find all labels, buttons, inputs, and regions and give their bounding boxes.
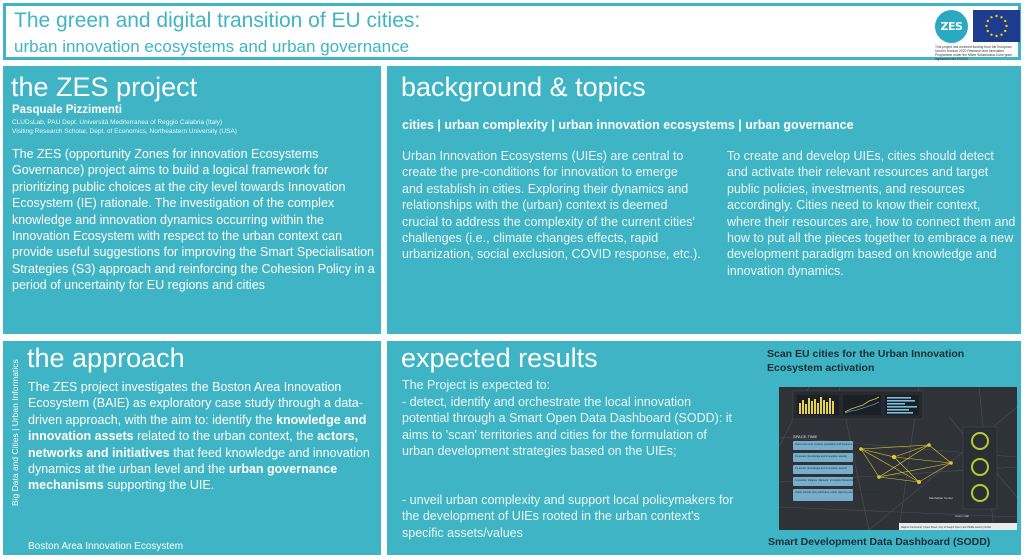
approach-body-part-1: The ZES project investigates the Boston Area Innovation Ecosystem (BAIE) as exploratory case study through a data-driven approach, with the aim to: identify the (28, 380, 363, 427)
approach-body-part-3: that feed knowledge and innovation dynamics at the urban level and the (28, 445, 370, 477)
affiliation-1: CLUDsLab, PAU Dept. Università Mediterranea of Reggio Calabria (Italy) (12, 119, 223, 126)
poster-header (3, 3, 1021, 60)
expected-item-2: - unveil urban complexity and support local policymakers for the development of UIEs rooted in the urban context's specific assets/values (402, 493, 734, 540)
zes-project-heading: the ZES project (11, 72, 198, 102)
topics-list: cities | urban complexity | urban innovation ecosystems | urban governance (402, 118, 854, 132)
expected-intro: The Project is expected to: (402, 378, 550, 392)
expected-results-heading: expected results (401, 343, 598, 373)
background-column-2: To create and develop UIEs, cities should detect and activate their relevant resources and target public policies, investments, and resources accordingly. Cities need to know their context, where their resources are, how to connect them and how to put all the pieces together to embrace a new development paradigm based on knowledge and innovation dynamics. (727, 149, 1016, 278)
approach-footnote: Boston Area Innovation Ecosystem (28, 541, 184, 552)
zes-logo-text: ZES (940, 20, 963, 33)
poster-subtitle: urban innovation ecosystems and urban governance (14, 37, 410, 56)
dashboard-caption-top: Scan EU cities for the Urban Innovation Ecosystem activation (767, 348, 965, 374)
affiliation-2: Visiting Research Scholar, Dept. of Economics, Northeastern University (USA) (12, 128, 237, 135)
approach-body (28, 379, 380, 494)
background-column-1: Urban Innovation Ecosystems (UIEs) are central to create the pre-conditions for innovation to emerge and establish in cities. Exploring their dynamics and relationships with the (urban) context is deemed crucial to address the complexity of the current cities' challenges (i.e., climate changes effects, rapid urbanization, social exclusion, COVID response, etc.). (402, 149, 701, 262)
approach-highlight-3: urban governance mechanisms (28, 462, 338, 493)
poster-title: The green and digital transition of EU cities: (14, 9, 421, 32)
approach-panel (3, 341, 381, 555)
funding-note: This project has received funding from the European Union's Horizon 2020 Research and Innovation Programme under the Marie Sklodowska-Curie grant agreement No 101012 (935, 45, 1013, 61)
approach-highlight-2: actors, networks and initiatives (28, 429, 359, 460)
dashboard-menu-item-3: KL assets (knowledge and innovation assets) (795, 467, 847, 470)
dashboard-sidebar-title: SPACE-TIME (793, 434, 818, 439)
dashboard-menu-item-5: Urban policies (Key Attributes, urban planning and economic development) (795, 491, 881, 494)
approach-body-part-4: supporting the UIE. (103, 478, 215, 493)
approach-heading: the approach (27, 343, 185, 373)
eu-flag-icon (973, 10, 1020, 42)
background-topics-panel (387, 66, 1021, 334)
background-heading: background & topics (401, 72, 646, 102)
zes-logo (935, 10, 968, 43)
dashboard-map-label-2: Manhattan Center (929, 496, 954, 500)
approach-body-part-2: related to the urban context, the (133, 429, 318, 444)
dashboard-attribution: Mapbox Community | Open Street | City of Guelph Open | Esri HERE Garmin | NASA (901, 526, 992, 529)
dashboard-map-label: Union Hall (955, 514, 969, 518)
approach-highlight-1: knowledge and innovation assets (28, 412, 367, 444)
dashboard-menu-item-4: Innovation Initiative (Network, Innovation Networking) (795, 479, 857, 482)
author-name: Pasquale Pizzimenti (12, 104, 122, 116)
expected-item-1: - detect, identify and orchestrate the local innovation potential through a Smart Open Data Dashboard (SODD): it aims to 'scan' territories and cities for the formulation of urban development strategies based on the UIEs; (402, 395, 733, 459)
approach-side-label: Big Data and Cities | Urban Informatics (10, 359, 20, 506)
dashboard-menu-item-1: Socio-economic context, population and business structure (795, 443, 863, 446)
zes-project-panel (3, 66, 381, 334)
dashboard-caption-bottom: Smart Development Data Dashboard (SODD) (768, 536, 991, 548)
dashboard-menu-item-2: KL assets (knowledge and innovation assets) (795, 455, 847, 458)
sodd-dashboard-image (779, 387, 1017, 530)
zes-project-body: The ZES (opportunity Zones for innovation Ecosystems Governance) project aims to build a logical framework for prioritizing public choices at the city level towards Innovation Ecosystem (IE) rationale. The investigation of the complex knowledge and innovation dynamics occurring within the Innovation Ecosystem with respect to the urban context can provide useful suggestions for improving the Smart Specialisation Strategies (S3) approach and reinforcing the Cohesion Policy in a period of uncertainty for EU regions and cities (12, 147, 375, 293)
